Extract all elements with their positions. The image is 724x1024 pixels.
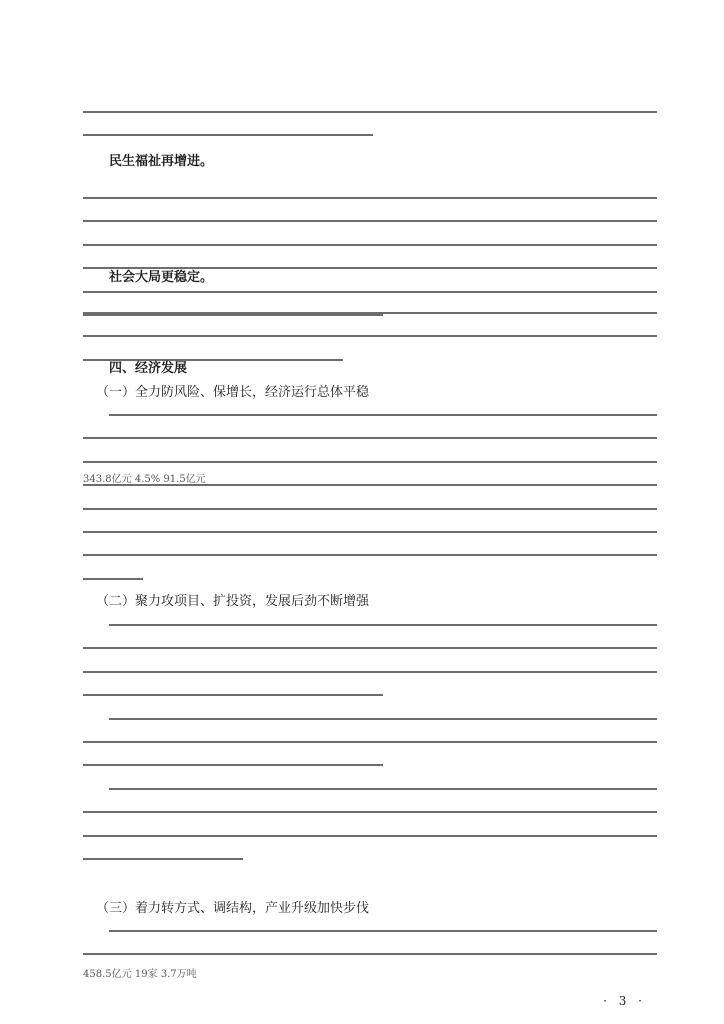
paragraph-livelihood [83, 150, 657, 173]
subheading-3: （三）着力转方式、调结构，产业升级加快步伐 [96, 901, 370, 916]
key-figure-industry: 458.5亿元 19家 3.7万吨 [83, 969, 197, 980]
paragraph-1 [83, 414, 657, 601]
subheading-1: （一）全力防风险、保增长，经济运行总体平稳 [96, 385, 370, 400]
subheading-2: （二）聚力攻项目、扩投资，发展后劲不断增强 [96, 594, 370, 609]
key-figure-gdp: 343.8亿元 4.5% 91.5亿元 [83, 474, 206, 485]
paragraph-social [83, 266, 657, 289]
lead-livelihood: 民生福祉再增进。 [109, 154, 214, 169]
paragraph-2 [83, 624, 657, 881]
section-heading: 四、经济发展 [109, 361, 188, 376]
page-number: · 3 · [603, 994, 646, 1008]
lead-social: 社会大局更稳定。 [109, 270, 214, 285]
